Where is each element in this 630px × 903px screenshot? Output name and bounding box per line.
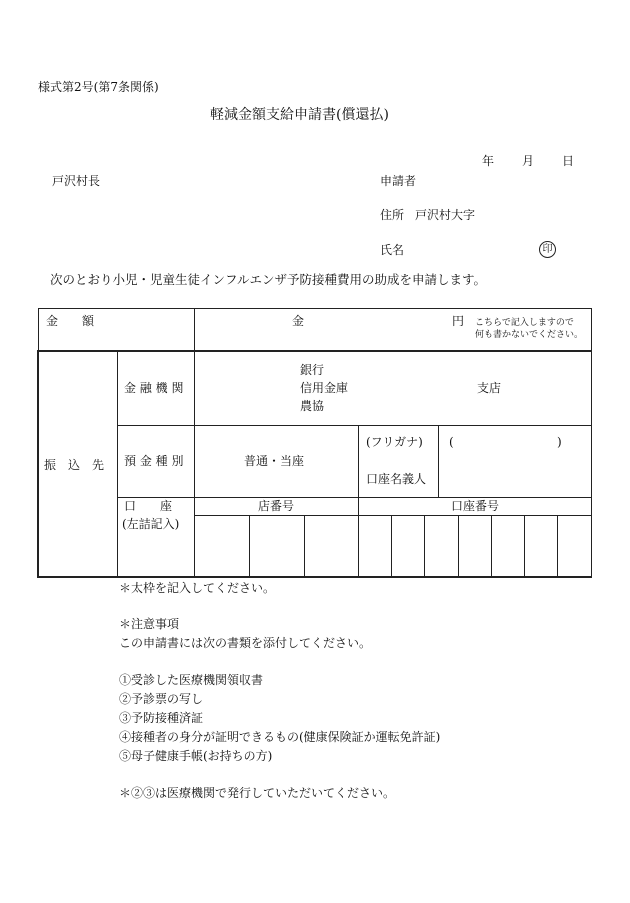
branch-number-label: 店番号 — [258, 499, 295, 513]
seal-mark: 印 — [539, 241, 556, 258]
date-year: 年 — [482, 154, 495, 168]
applicant-label: 申請者 — [380, 174, 417, 188]
thick-frame-top — [37, 350, 592, 352]
account-number-label: 口座番号 — [451, 499, 500, 513]
name-label: 氏名 — [380, 243, 405, 257]
deposit-type-value: 普通・当座 — [244, 454, 305, 468]
account-holder-label: 口座名義人 — [366, 472, 427, 486]
furigana-close-paren: ) — [557, 435, 562, 449]
table-top-border — [38, 308, 592, 309]
label-column-divider — [117, 351, 118, 577]
branch-digit-divider — [249, 515, 250, 577]
document-item: ④接種者の身分が証明できるもの(健康保険証か運転免許証) — [119, 730, 441, 744]
thick-frame-left — [37, 350, 39, 578]
institution-type-bank: 銀行 — [300, 363, 325, 377]
date-day: 日 — [562, 154, 575, 168]
document-item: ③予防接種済証 — [119, 711, 204, 725]
amount-label: 金 額 — [46, 314, 95, 328]
document-item: ⑤母子健康手帳(お持ちの方) — [119, 749, 273, 763]
style-number: 様式第2号(第7条関係) — [38, 80, 159, 94]
furigana-open-paren: ( — [449, 435, 454, 449]
caution-heading: ＊注意事項 — [119, 617, 180, 631]
furigana-column-divider — [438, 425, 439, 497]
deposit-type-label: 預 金 種 別 — [124, 454, 184, 468]
deposit-row-bottom — [118, 497, 592, 498]
attach-instruction: この申請書には次の書類を添付してください。 — [119, 636, 372, 650]
institution-row-bottom — [118, 425, 592, 426]
form-title: 軽減金額支給申請書(償還払) — [210, 107, 389, 123]
number-header-bottom — [194, 515, 592, 516]
footer-note: ＊②③は医療機関で発行していただいてください。 — [119, 786, 396, 800]
account-digit-divider — [424, 515, 425, 577]
transfer-label: 振 込 先 — [44, 458, 105, 472]
amount-prefix: 金 — [292, 314, 305, 328]
bold-frame-note: ＊太枠を記入してください。 — [119, 581, 276, 595]
amount-divider — [194, 308, 195, 351]
document-item: ②予診票の写し — [119, 692, 204, 706]
intro-text: 次のとおり小児・児童生徒インフルエンザ予防接種費用の助成を申請します。 — [50, 272, 487, 287]
branch-digit-divider — [304, 515, 305, 577]
address-label: 住所 — [380, 208, 405, 222]
account-digit-divider — [458, 515, 459, 577]
document-item: ①受診した医療機関領収書 — [119, 673, 264, 687]
addressee: 戸沢村長 — [52, 174, 101, 188]
account-digit-divider — [391, 515, 392, 577]
table-right-border — [591, 308, 592, 578]
amount-unit: 円 — [452, 314, 465, 328]
institution-label: 金 融 機 関 — [124, 381, 184, 395]
amount-note-line-2: 何も書かないでください。 — [475, 330, 584, 340]
branch-label: 支店 — [477, 381, 502, 395]
account-digit-divider — [557, 515, 558, 577]
date-month: 月 — [522, 154, 535, 168]
left-align-note: (左詰記入) — [122, 517, 180, 531]
value-column-divider — [194, 351, 195, 577]
amount-note-line-1: こちらで記入しますので — [475, 318, 574, 328]
furigana-label: (フリガナ) — [366, 435, 423, 449]
institution-type-credit-union: 信用金庫 — [300, 381, 349, 395]
account-digit-divider — [491, 515, 492, 577]
address-value: 戸沢村大字 — [415, 208, 476, 222]
account-digit-divider — [524, 515, 525, 577]
thick-frame-bottom — [37, 576, 592, 578]
institution-type-agricultural-coop: 農協 — [300, 399, 325, 413]
holder-column-divider — [358, 425, 359, 577]
account-label: 口 座 — [124, 499, 173, 513]
amount-left-border — [38, 308, 39, 351]
